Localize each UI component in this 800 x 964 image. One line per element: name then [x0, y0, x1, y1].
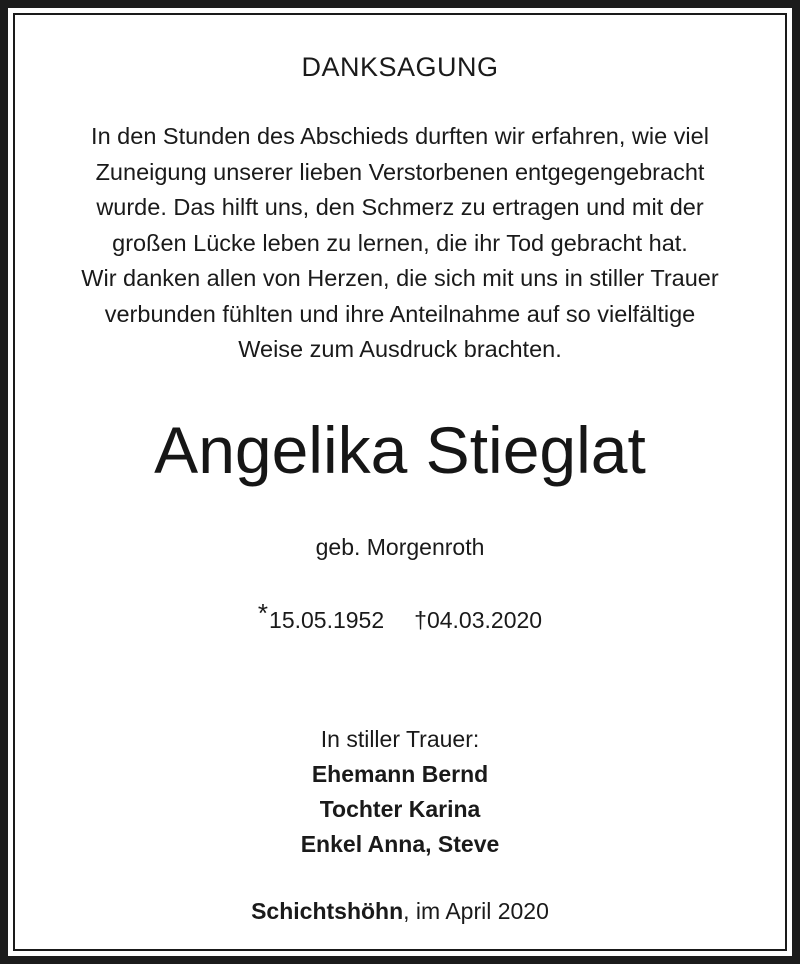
birth-star-icon: *	[257, 598, 269, 628]
death-cross-icon: †	[414, 607, 427, 633]
thank-you-line: verbunden fühlten und ihre Anteilnahme auf so vielfältige	[104, 300, 696, 327]
thank-you-text	[8, 119, 792, 368]
mourner: Ehemann Bernd	[311, 761, 489, 787]
life-dates	[8, 598, 792, 635]
thank-you-line: Wir danken allen von Herzen, die sich mit uns in stiller Trauer	[81, 265, 719, 291]
birth-name: geb. Morgenroth	[315, 534, 485, 560]
mourning-label: In stiller Trauer:	[320, 726, 480, 752]
birth-date: 15.05.1952	[269, 607, 385, 633]
notice-date: , im April 2020	[403, 898, 549, 924]
mourner: Tochter Karina	[319, 796, 481, 822]
place-and-date	[8, 898, 792, 925]
thank-you-line: großen Lücke leben zu lernen, die ihr Tod gebracht hat.	[112, 229, 688, 256]
deceased-name: Angelika Stieglat	[154, 413, 646, 487]
thank-you-line: wurde. Das hilft uns, den Schmerz zu ertragen und mit der	[96, 194, 704, 220]
thank-you-line: Weise zum Ausdruck brachten.	[238, 336, 562, 362]
notice-heading: DANKSAGUNG	[301, 52, 499, 82]
obituary-notice	[8, 8, 792, 956]
death-date: 04.03.2020	[426, 607, 543, 633]
mourner: Enkel Anna, Steve	[300, 831, 500, 857]
place-name: Schichtshöhn	[251, 898, 404, 924]
mourners-section	[8, 722, 792, 862]
thank-you-line: Zuneigung unserer lieben Verstorbenen entgegengebracht	[95, 158, 705, 185]
thank-you-line: In den Stunden des Abschieds durften wir erfahren, wie viel	[91, 123, 709, 149]
